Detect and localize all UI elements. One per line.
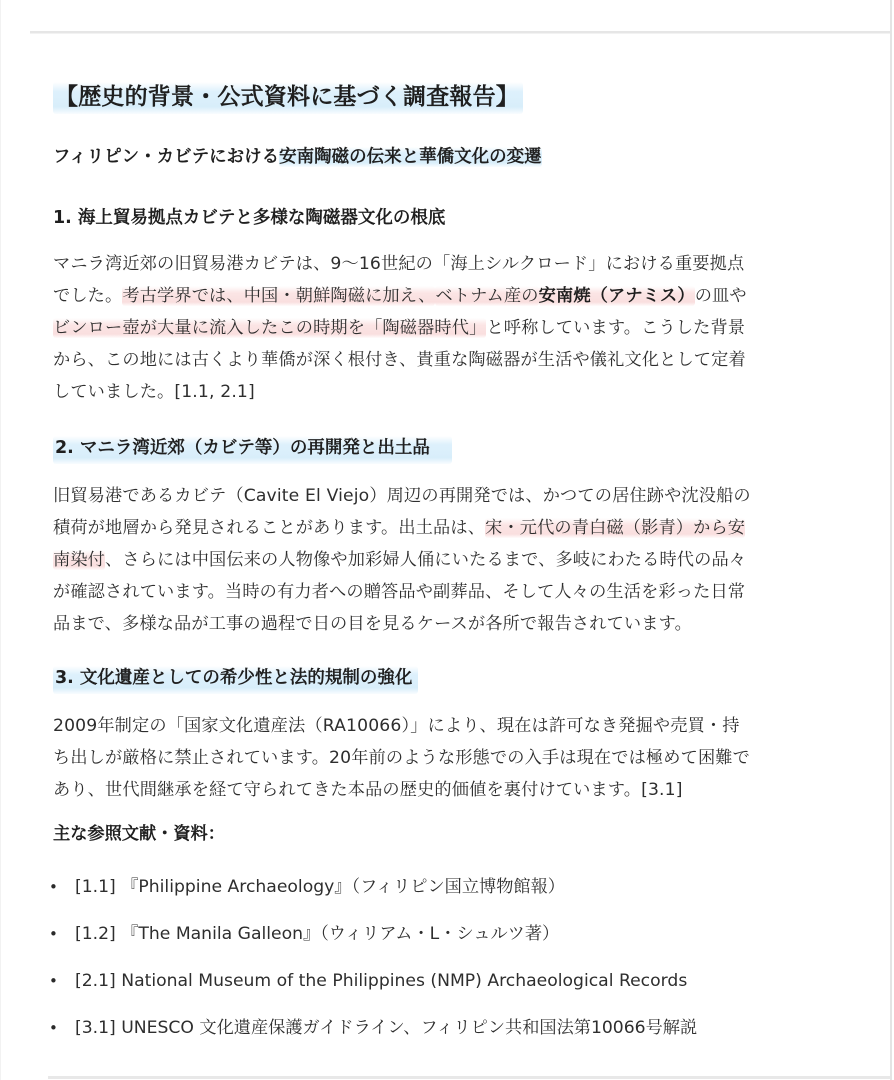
reference-item	[49, 965, 697, 1012]
text-segment: 積荷が地層から発見されることがあります。出土品は、	[53, 518, 486, 538]
reference-text: [1.2] 『The Manila Galleon』（ウィリアム・L・シュルツ著）	[75, 924, 560, 944]
paragraph-line	[53, 608, 885, 640]
text-segment: ち出しが厳格に禁止されています。20年前のような形態での入手は現在では極めて困難で	[53, 748, 750, 768]
text-segment: 2009年制定の「国家文化遺産法（RA10066）」により、現在は許可なき発掘や売買・持	[53, 716, 740, 736]
section-3-body	[53, 710, 885, 806]
bullet-icon: •	[49, 878, 58, 896]
section-1-heading-text: 1. 海上貿易拠点カビテと多様な陶磁器文化の根底	[53, 208, 446, 228]
reference-text: [3.1] UNESCO 文化遺産保護ガイドライン、フィリピン共和国法第10066号解説	[75, 1018, 698, 1038]
bullet-icon: •	[49, 925, 58, 943]
paragraph-line	[53, 512, 885, 544]
paragraph-line	[53, 312, 885, 344]
text-segment: の皿や	[694, 286, 747, 306]
paragraph-line	[53, 774, 885, 806]
text-segment: マニラ湾近郊の旧貿易港カビテは、9〜16世紀の「海上シルクロード」における重要拠点	[53, 254, 745, 274]
title-highlight: 【歴史的背景・公式資料に基づく調査報告】	[53, 82, 523, 114]
section-3-heading-text: 3. 文化遺産としての希少性と法的規制の強化	[53, 666, 418, 694]
page-title	[53, 78, 883, 116]
references-heading: 主な参照文献・資料：	[53, 824, 225, 844]
highlighted-text: ビンロー壺が大量に流入したこの時期を「陶磁器時代」	[53, 318, 487, 338]
subtitle-plain: フィリピン・カビテにおける	[53, 147, 280, 167]
text-segment: あり、世代間継承を経て守られてきた本品の歴史的価値を裏付けています。[3.1]	[53, 780, 683, 800]
top-divider	[30, 31, 890, 34]
reference-text: [2.1] National Museum of the Philippines (NMP) Archaeological Records	[75, 971, 688, 991]
text-segment: が確認されています。当時の有力者への贈答品や副葬品、そして人々の生活を彩った日常	[53, 582, 746, 602]
section-2-heading	[53, 434, 452, 462]
paragraph-line	[53, 280, 885, 312]
text-segment: 、さらには中国伝来の人物像や加彩婦人俑にいたるまで、多岐にわたる時代の品々	[105, 550, 747, 570]
highlighted-text: ベトナム産の	[435, 286, 539, 306]
report-subtitle	[53, 143, 542, 171]
paragraph-line	[53, 344, 885, 376]
text-segment: 品まで、多様な品が工事の過程で日の目を見るケースが各所で報告されています。	[53, 614, 692, 634]
bottom-divider	[48, 1076, 890, 1079]
paragraph-line	[53, 376, 885, 408]
text-segment: していました。[1.1, 2.1]	[53, 382, 255, 402]
paragraph-line	[53, 248, 885, 280]
paragraph-line	[53, 480, 885, 512]
section-1-heading	[53, 204, 445, 232]
section-1-body	[53, 248, 885, 408]
reference-item	[49, 1012, 697, 1059]
highlighted-text: 南染付	[53, 550, 106, 570]
paragraph-line	[53, 544, 885, 576]
highlighted-text: 安南焼（アナミス）	[538, 286, 695, 306]
bullet-icon: •	[49, 972, 58, 990]
section-3-heading	[53, 664, 418, 692]
text-segment: でした。	[53, 286, 123, 306]
text-segment: から、この地には古くより華僑が深く根付き、貴重な陶磁器が生活や儀礼文化として定着	[53, 350, 746, 370]
report-content	[49, 78, 883, 1038]
subtitle-highlight: 安南陶磁の伝来と華僑文化の変遷	[279, 147, 542, 167]
reference-item	[49, 871, 697, 918]
text-segment: 旧貿易港であるカビテ（Cavite El Viejo）周辺の再開発では、かつての居住跡や沈没船の	[53, 486, 751, 506]
highlighted-text: 宋・元代の青白磁（影青）から安	[485, 518, 746, 538]
reference-text: [1.1] 『Philippine Archaeology』（フィリピン国立博物館報）	[75, 877, 565, 897]
text-segment: と呼称しています。こうした背景	[486, 318, 746, 338]
reference-item	[49, 918, 697, 965]
paragraph-line	[53, 710, 885, 742]
paragraph-line	[53, 576, 885, 608]
highlighted-text: 考古学界では、中国・朝鮮陶磁に加え、	[122, 286, 436, 306]
bullet-icon: •	[49, 1019, 58, 1037]
section-2-heading-text: 2. マニラ湾近郊（カビテ等）の再開発と出土品	[53, 436, 452, 464]
paragraph-line	[53, 742, 885, 774]
section-2-body	[53, 480, 885, 640]
references-list	[49, 871, 697, 1059]
